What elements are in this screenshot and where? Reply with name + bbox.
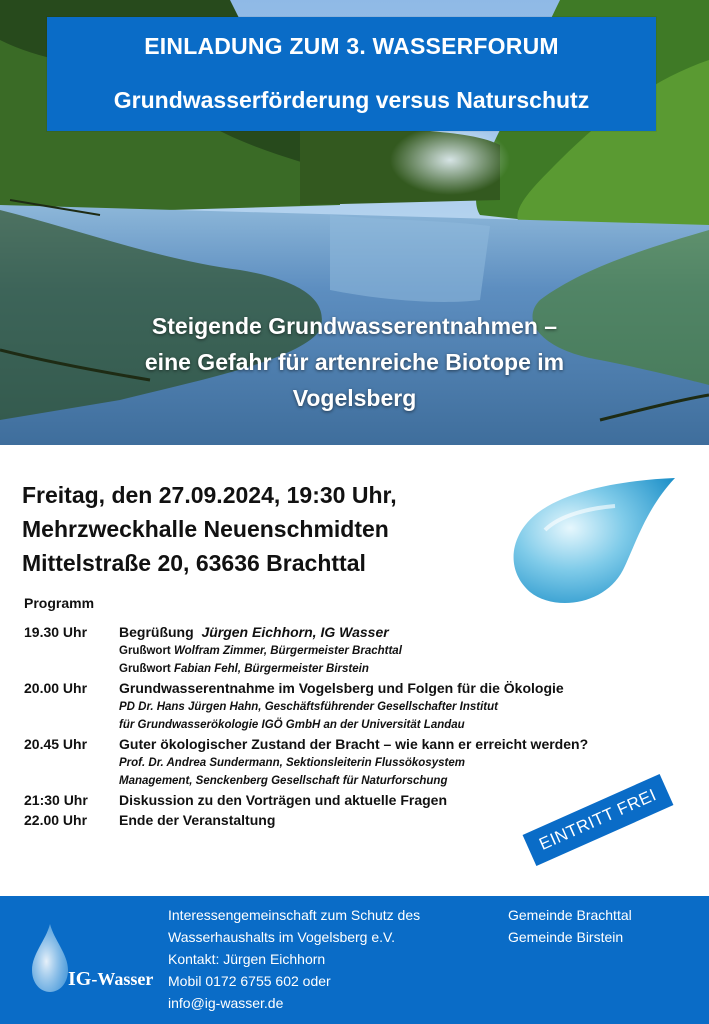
title-box (47, 17, 656, 131)
program-title: Diskussion zu den Vorträgen und aktuelle Fragen (119, 792, 448, 808)
ig-wasser-logo (28, 918, 158, 998)
municipality-birstein: Gemeinde Birstein (508, 929, 624, 945)
contact-name: Kontakt: Jürgen Eichhorn (168, 951, 326, 967)
greeting-line (119, 642, 704, 660)
program-speaker: Prof. Dr. Andrea Sundermann, Sektionsleiterin Flussökosystem (119, 757, 465, 769)
greeting-speaker: Fabian Fehl, Bürgermeister Birstein (173, 663, 369, 675)
water-drop-icon (505, 470, 680, 610)
program-time: 20.00 Uhr (24, 680, 88, 696)
program-heading: Programm (24, 595, 95, 611)
program-title: Ende der Veranstaltung (119, 812, 276, 828)
program-item (24, 622, 704, 678)
program-title (119, 622, 704, 642)
program-title-text: Begrüßung (119, 624, 194, 640)
free-entry-badge: EINTRITT FREI (523, 774, 674, 866)
event-address: Mittelstraße 20, 63636 Brachttal (22, 550, 366, 576)
contact-phone: Mobil 0172 6755 602 oder (168, 973, 331, 989)
program-title: Guter ökologischer Zustand der Bracht – wie kann er erreicht werden? (119, 736, 589, 752)
program-time: 19.30 Uhr (24, 624, 88, 640)
organization-contact (168, 904, 488, 1014)
program-time: 21:30 Uhr (24, 792, 88, 808)
greeting-line (119, 660, 704, 678)
event-subtitle: Grundwasserförderung versus Naturschutz (113, 87, 590, 113)
hero-photo (0, 0, 709, 445)
greeting-label: Grußwort (119, 663, 171, 675)
municipality-brachttal: Gemeinde Brachttal (508, 907, 632, 923)
contact-email[interactable]: info@ig-wasser.de (168, 995, 284, 1011)
footer (0, 896, 709, 1024)
program-speaker: Management, Senckenberg Gesellschaft für Naturforschung (119, 775, 448, 787)
municipalities (508, 904, 632, 948)
program-time: 22.00 Uhr (24, 812, 88, 828)
logo-wordmark: IG-Wasser (68, 968, 154, 990)
program-title: Grundwasserentnahme im Vogelsberg und Folgen für die Ökologie (119, 680, 564, 696)
program-item (24, 734, 704, 790)
event-date: Freitag, den 27.09.2024, 19:30 Uhr, (22, 482, 397, 508)
slogan-line: eine Gefahr für artenreiche Biotope im (144, 349, 565, 375)
event-details (22, 478, 397, 580)
program-speaker: für Grundwasserökologie IGÖ GmbH an der Universität Landau (119, 719, 465, 731)
program-time: 20.45 Uhr (24, 736, 88, 752)
hero-slogan (60, 308, 649, 416)
program-speaker: PD Dr. Hans Jürgen Hahn, Geschäftsführender Gesellschafter Institut (119, 701, 498, 713)
event-title: EINLADUNG ZUM 3. WASSERFORUM (144, 33, 559, 59)
event-venue: Mehrzweckhalle Neuenschmidten (22, 516, 389, 542)
org-line: Interessengemeinschaft zum Schutz des (168, 907, 421, 923)
greeting-speaker: Wolfram Zimmer, Bürgermeister Brachttal (173, 645, 402, 657)
slogan-line: Vogelsberg (292, 385, 417, 411)
org-line: Wasserhaushalts im Vogelsberg e.V. (168, 929, 395, 945)
slogan-line: Steigende Grundwasserentnahmen – (151, 313, 558, 339)
greeting-label: Grußwort (119, 645, 171, 657)
program-item (24, 678, 704, 734)
program-speaker: Jürgen Eichhorn, IG Wasser (201, 624, 389, 640)
